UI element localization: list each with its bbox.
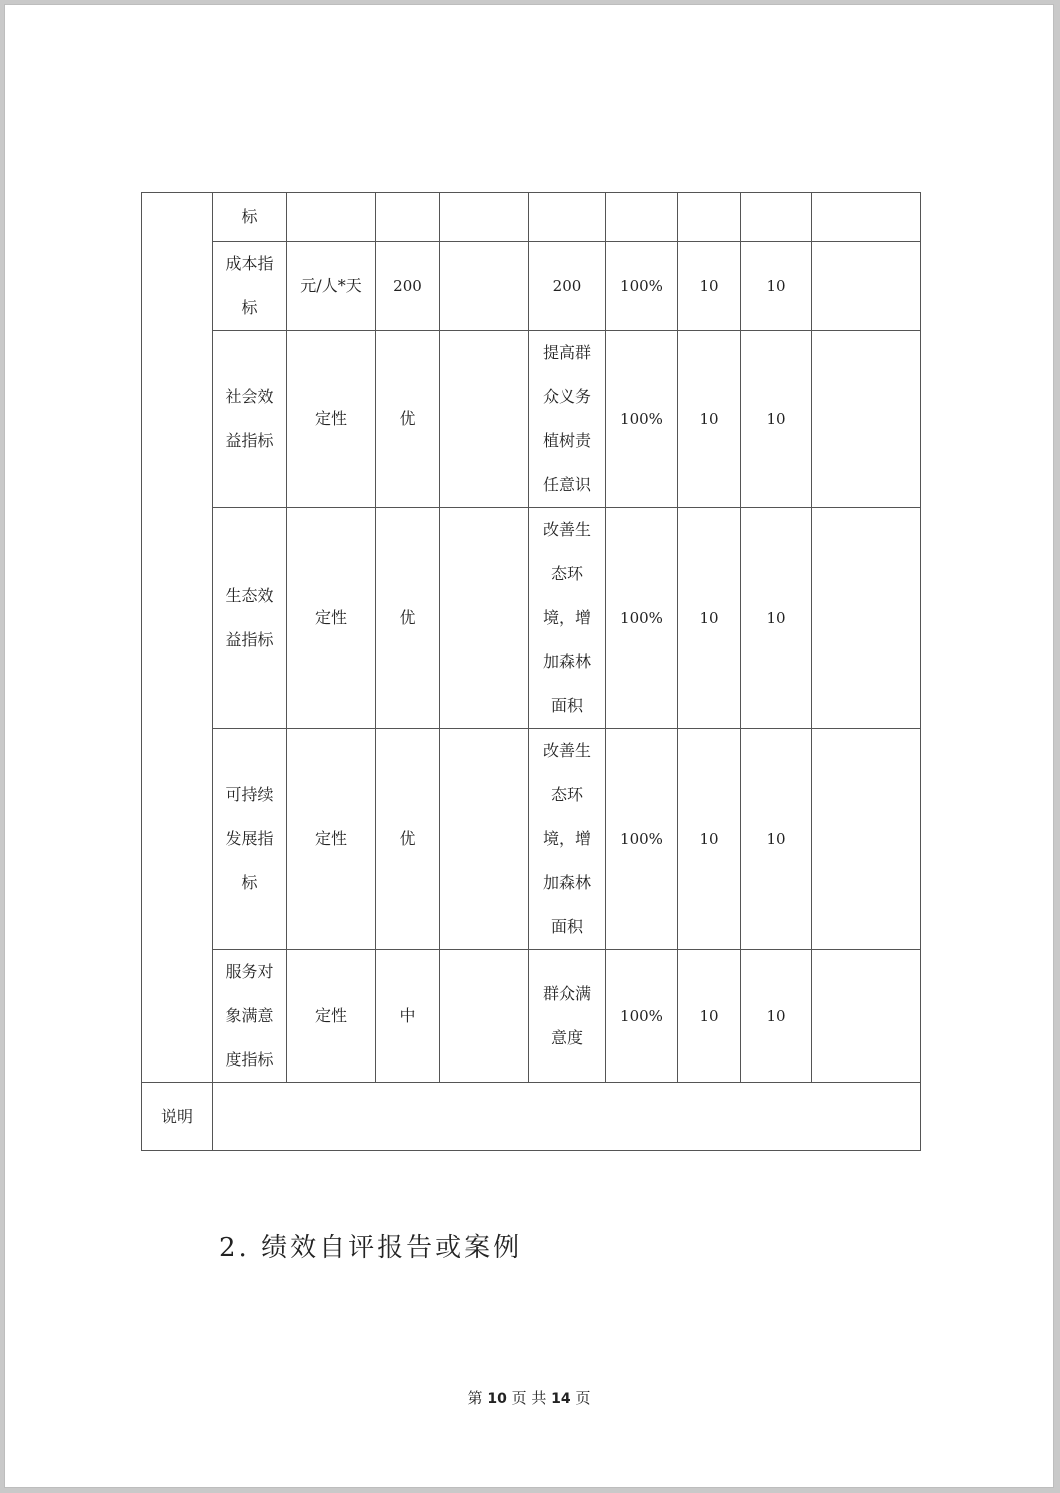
footer-suffix: 页 [575,1389,591,1407]
blank-cell [440,242,529,331]
total-pages-number: 14 [551,1391,571,1407]
note-cell [812,242,921,331]
indicator-cell: 生态效益指标 [213,508,287,729]
indicator-cell: 成本指标 [213,242,287,331]
rate-cell: 100% [606,508,678,729]
actual-cell: 改善生态环境，增加森林面积 [529,508,606,729]
note-cell [812,950,921,1083]
note-cell [812,331,921,508]
weight-cell: 10 [678,331,741,508]
note-cell [812,729,921,950]
rate-cell: 100% [606,950,678,1083]
blank-cell [440,193,529,242]
rate-cell: 100% [606,729,678,950]
target-cell: 200 [376,242,440,331]
target-cell [376,193,440,242]
actual-cell [529,193,606,242]
score-cell: 10 [741,950,812,1083]
table-row [142,193,921,242]
indicator-cell: 服务对象满意度指标 [213,950,287,1083]
weight-cell: 10 [678,508,741,729]
table-row [142,508,921,729]
weight-cell: 10 [678,950,741,1083]
actual-cell: 200 [529,242,606,331]
page-footer [5,1387,1053,1408]
unit-cell: 定性 [287,331,376,508]
note-cell [812,508,921,729]
target-cell: 优 [376,331,440,508]
score-cell: 10 [741,242,812,331]
rate-cell: 100% [606,331,678,508]
table-row [142,242,921,331]
indicator-cell: 标 [213,193,287,242]
indicator-cell: 可持续发展指标 [213,729,287,950]
target-cell: 优 [376,508,440,729]
score-cell: 10 [741,508,812,729]
explanation-value [213,1083,921,1151]
section-heading: 2. 绩效自评报告或案例 [219,1233,523,1263]
category-cell [142,193,213,1083]
explanation-label: 说明 [142,1083,213,1151]
weight-cell: 10 [678,242,741,331]
table-row [142,729,921,950]
performance-indicator-table [141,192,921,1151]
weight-cell: 10 [678,729,741,950]
actual-cell: 改善生态环境，增加森林面积 [529,729,606,950]
weight-cell [678,193,741,242]
table-row [142,331,921,508]
indicator-cell: 社会效益指标 [213,331,287,508]
current-page-number: 10 [487,1391,507,1407]
unit-cell: 定性 [287,729,376,950]
blank-cell [440,508,529,729]
target-cell: 中 [376,950,440,1083]
document-page [4,4,1054,1488]
unit-cell: 定性 [287,508,376,729]
actual-cell: 提高群众义务植树责任意识 [529,331,606,508]
note-cell [812,193,921,242]
blank-cell [440,950,529,1083]
unit-cell [287,193,376,242]
blank-cell [440,331,529,508]
unit-cell: 元/人*天 [287,242,376,331]
score-cell [741,193,812,242]
rate-cell [606,193,678,242]
table-row [142,950,921,1083]
score-cell: 10 [741,729,812,950]
actual-cell: 群众满意度 [529,950,606,1083]
score-cell: 10 [741,331,812,508]
rate-cell: 100% [606,242,678,331]
footer-prefix: 第 [467,1389,483,1407]
unit-cell: 定性 [287,950,376,1083]
explanation-row [142,1083,921,1151]
target-cell: 优 [376,729,440,950]
blank-cell [440,729,529,950]
footer-middle: 页 共 [511,1389,547,1407]
